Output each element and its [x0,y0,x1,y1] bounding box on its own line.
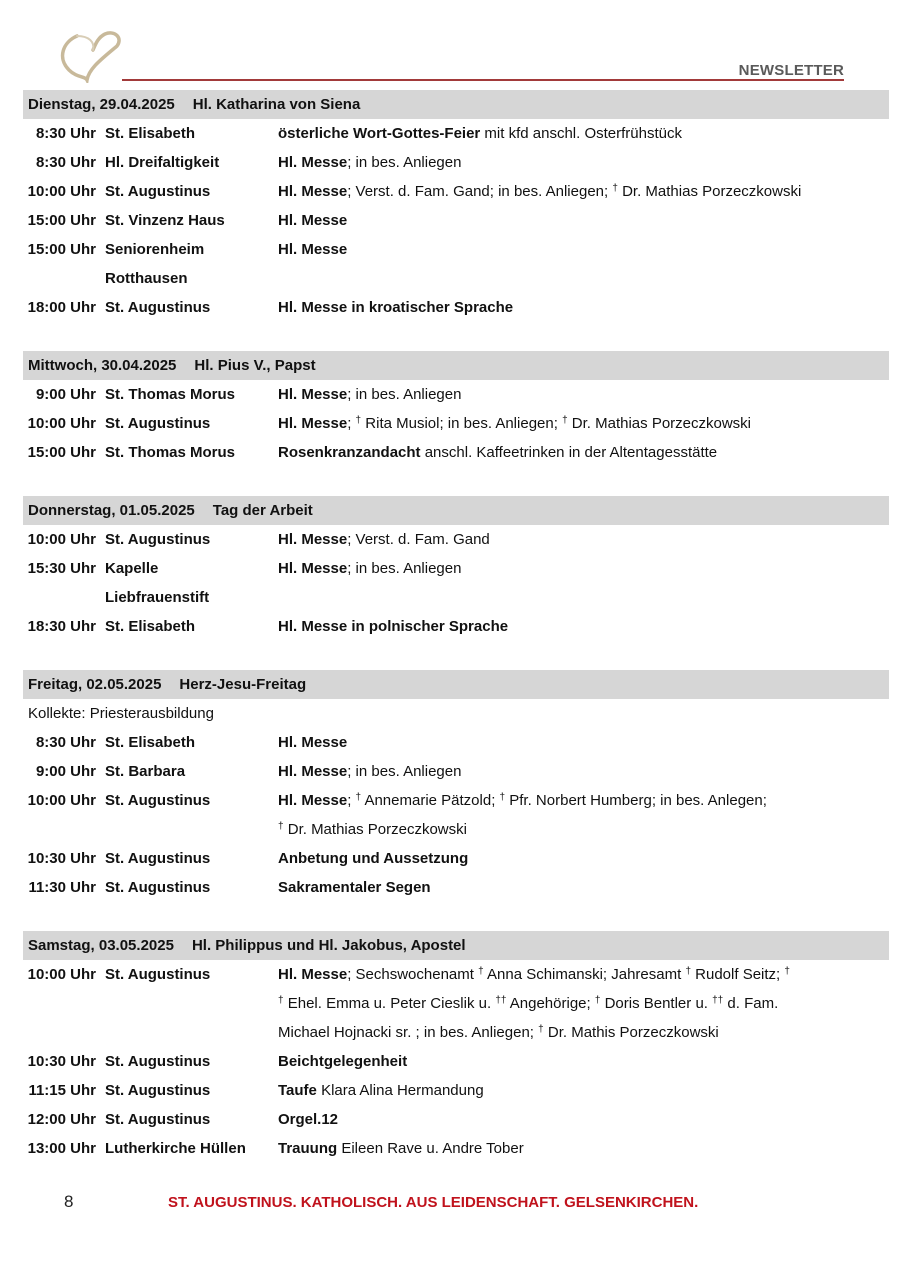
entry-place: St. Augustinus [105,531,211,548]
day-feast: Tag der Arbeit [212,502,313,519]
entry-place: St. Thomas Morus [105,386,236,403]
entry-time: 8:30 Uhr [35,734,96,751]
entry-title: Hl. Messe [278,531,348,548]
entry-time: 12:00 Uhr [27,1111,96,1128]
entry-details: ; in bes. Anliegen [347,560,462,577]
day-feast: Hl. Pius V., Papst [194,357,316,374]
entry-place: St. Augustinus [105,1111,211,1128]
entry-place-continued: Liebfrauenstift [105,589,210,606]
entry-title: Hl. Messe [278,734,348,751]
entry-title: Hl. Messe in polnischer Sprache [278,618,509,635]
entry-place: Hl. Dreifaltigkeit [105,154,220,171]
entry-details: mit kfd anschl. Osterfrühstück [480,125,682,142]
entry-time: 18:30 Uhr [27,618,96,635]
entry-description [278,235,889,264]
schedule-entry [23,438,889,467]
footer [0,1192,910,1252]
entry-title: Hl. Messe [278,183,348,200]
entry-time: 10:30 Uhr [27,850,96,867]
schedule-entry [23,293,889,322]
footer-motto: ST. AUGUSTINUS. KATHOLISCH. AUS LEIDENSCHAFT. GELSENKIRCHEN. [168,1194,699,1211]
entry-place: St. Augustinus [105,1082,211,1099]
schedule-entry [23,1047,889,1076]
schedule-entry-continued [23,815,889,844]
schedule-entry [23,1076,889,1105]
day-header [23,496,889,525]
entry-details-continued: † Ehel. Emma u. Peter Cieslik u. †† Angehörige; † Doris Bentler u. †† d. Fam. [278,995,779,1012]
day-section [23,670,889,902]
schedule-entry [23,554,889,583]
entry-title: Hl. Messe [278,212,348,229]
entry-description [278,786,889,815]
schedule-entry [23,757,889,786]
entry-details-continued: † Dr. Mathias Porzeczkowski [278,821,467,838]
day-header [23,670,889,699]
entry-time: 10:00 Uhr [27,966,96,983]
schedule-entry-continued [23,1018,889,1047]
entry-description [278,1047,889,1076]
entry-place: St. Augustinus [105,415,211,432]
schedule-entry [23,148,889,177]
schedule-entry [23,1105,889,1134]
entry-title: Hl. Messe [278,415,348,432]
entry-description [278,206,889,235]
entry-place: St. Augustinus [105,966,211,983]
day-date: Samstag, 03.05.2025 [28,937,174,954]
schedule-entry [23,873,889,902]
entry-description [278,409,889,438]
schedule-entry [23,380,889,409]
entry-title: österliche Wort-Gottes-Feier [278,125,481,142]
entry-time: 13:00 Uhr [27,1140,96,1157]
schedule-entry [23,844,889,873]
entry-time: 8:30 Uhr [35,125,96,142]
entry-title: Sakramentaler Segen [278,879,431,896]
entry-details: ; in bes. Anliegen [347,154,462,171]
collection-note: Kollekte: Priesterausbildung [28,705,214,722]
entry-title: Hl. Messe [278,241,348,258]
entry-place: St. Augustinus [105,183,211,200]
entry-description [278,438,889,467]
entry-place: St. Augustinus [105,850,211,867]
entry-title: Rosenkranzandacht [278,444,421,461]
entry-description [278,960,889,989]
entry-place: St. Augustinus [105,299,211,316]
schedule-entry [23,409,889,438]
entry-time: 11:30 Uhr [28,879,96,896]
entry-description [278,612,889,641]
entry-title: Hl. Messe in kroatischer Sprache [278,299,514,316]
entry-time: 15:00 Uhr [27,444,96,461]
day-header [23,90,889,119]
entry-details: Klara Alina Hermandung [316,1082,484,1099]
entry-details: anschl. Kaffeetrinken in der Altentagesstätte [420,444,718,461]
entry-time: 18:00 Uhr [27,299,96,316]
newsletter-title: NEWSLETTER [738,62,844,79]
entry-title: Trauung [278,1140,338,1157]
schedule-entry-continued [23,583,889,612]
day-header [23,351,889,380]
day-feast: Herz-Jesu-Freitag [179,676,307,693]
schedule-entry [23,177,889,206]
schedule-entry [23,728,889,757]
entry-place: Kapelle [105,560,159,577]
entry-time: 15:00 Uhr [27,241,96,258]
entry-details: ; in bes. Anliegen [347,763,462,780]
entry-place: St. Elisabeth [105,734,196,751]
entry-place-continued: Rotthausen [105,270,188,287]
entry-description [278,1105,889,1134]
entry-details-continued: Michael Hojnacki sr. ; in bes. Anliegen; † Dr. Mathis Porzeczkowski [278,1024,719,1041]
entry-time: 10:00 Uhr [27,531,96,548]
entry-title: Orgel.12 [278,1111,339,1128]
entry-title: Hl. Messe [278,763,348,780]
entry-place: Seniorenheim [105,241,205,258]
entry-description [278,1134,889,1163]
schedule-entry [23,119,889,148]
entry-time: 9:00 Uhr [35,386,96,403]
entry-place: Lutherkirche Hüllen [105,1140,246,1157]
entry-title: Taufe [278,1082,317,1099]
entry-description [278,119,889,148]
entry-time: 8:30 Uhr [35,154,96,171]
schedule-entry [23,525,889,554]
schedule-entry [23,960,889,989]
day-section [23,496,889,641]
entry-details: ; Verst. d. Fam. Gand; in bes. Anliegen; † Dr. Mathias Porzeczkowski [347,183,802,200]
day-feast: Hl. Katharina von Siena [192,96,361,113]
entry-details: Eileen Rave u. Andre Tober [337,1140,524,1157]
entry-place: St. Augustinus [105,792,211,809]
entry-details: ; Sechswochenamt † Anna Schimanski; Jahresamt † Rudolf Seitz; † [347,966,790,983]
entry-description [278,525,889,554]
entry-description-continued [278,815,889,844]
entry-description-continued [278,1018,889,1047]
entry-time: 10:30 Uhr [27,1053,96,1070]
day-date: Dienstag, 29.04.2025 [28,96,175,113]
day-date: Mittwoch, 30.04.2025 [28,357,177,374]
entry-details: ; Verst. d. Fam. Gand [347,531,490,548]
entry-title: Anbetung und Aussetzung [278,850,469,867]
entry-description [278,728,889,757]
entry-details: ; in bes. Anliegen [347,386,462,403]
schedule [23,0,889,1163]
entry-description [278,148,889,177]
entry-description [278,293,889,322]
entry-place: St. Elisabeth [105,125,196,142]
entry-time: 10:00 Uhr [27,792,96,809]
entry-time: 11:15 Uhr [28,1082,96,1099]
entry-place: St. Augustinus [105,879,211,896]
schedule-entry-continued [23,989,889,1018]
day-section [23,90,889,322]
entry-place: St. Elisabeth [105,618,196,635]
entry-description [278,554,889,583]
entry-title: Hl. Messe [278,966,348,983]
schedule-entry [23,612,889,641]
page-number: 8 [64,1192,74,1211]
entry-place: St. Barbara [105,763,186,780]
entry-description [278,1076,889,1105]
entry-place: St. Thomas Morus [105,444,236,461]
entry-description-continued [278,989,889,1018]
entry-title: Hl. Messe [278,560,348,577]
entry-description [278,873,889,902]
day-date: Donnerstag, 01.05.2025 [28,502,195,519]
entry-place: St. Vinzenz Haus [105,212,225,229]
entry-details: ; † Annemarie Pätzold; † Pfr. Norbert Humberg; in bes. Anlegen; [347,792,767,809]
entry-title: Hl. Messe [278,792,348,809]
day-feast: Hl. Philippus und Hl. Jakobus, Apostel [191,937,466,954]
entry-description [278,757,889,786]
schedule-entry [23,206,889,235]
entry-title: Beichtgelegenheit [278,1053,408,1070]
entry-place: St. Augustinus [105,1053,211,1070]
entry-title: Hl. Messe [278,386,348,403]
schedule-entry [23,1134,889,1163]
day-date: Freitag, 02.05.2025 [28,676,162,693]
entry-details: ; † Rita Musiol; in bes. Anliegen; † Dr. Mathias Porzeczkowski [347,415,752,432]
entry-description [278,380,889,409]
day-section [23,351,889,467]
entry-title: Hl. Messe [278,154,348,171]
entry-description [278,844,889,873]
entry-time: 10:00 Uhr [27,415,96,432]
schedule-entry-continued [23,264,889,293]
schedule-entry [23,235,889,264]
entry-time: 15:30 Uhr [27,560,96,577]
day-header [23,931,889,960]
entry-time: 15:00 Uhr [27,212,96,229]
entry-description [278,177,889,206]
schedule-entry [23,786,889,815]
entry-time: 9:00 Uhr [35,763,96,780]
entry-time: 10:00 Uhr [27,183,96,200]
day-section [23,931,889,1163]
